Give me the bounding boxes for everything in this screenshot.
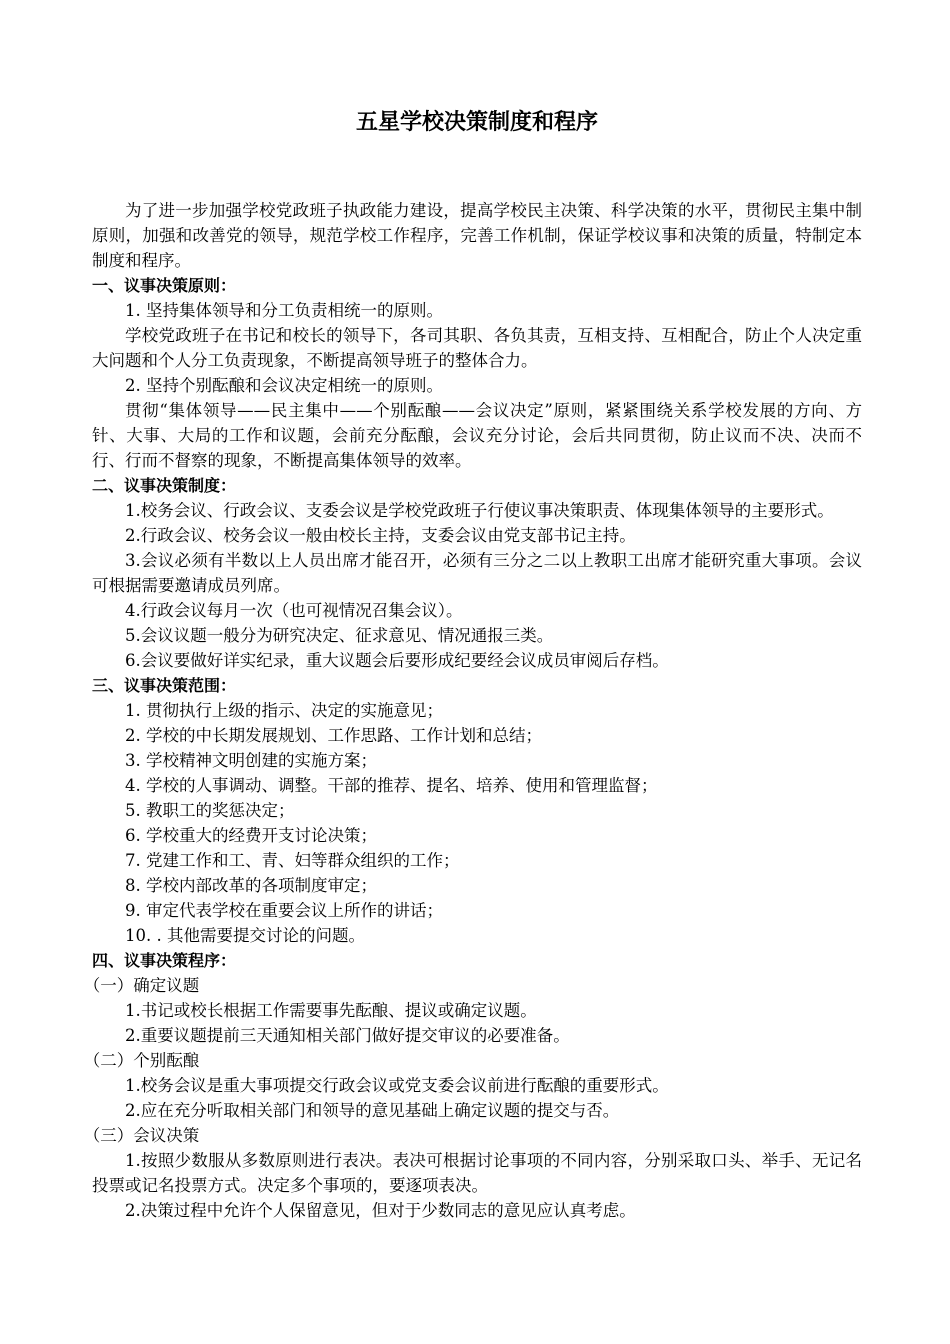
scope-item: 5. 教职工的奖惩决定； <box>125 801 295 820</box>
document-title: 五星学校决策制度和程序 <box>355 110 598 135</box>
scope-item: 8. 学校内部改革的各项制度审定； <box>125 876 377 895</box>
principle-2: 2. 坚持个别酝酿和会议决定相统一的原则。 <box>125 376 443 395</box>
scope-item: 9. 审定代表学校在重要会议上所作的讲话； <box>125 901 443 920</box>
scope-item: 1. 贯彻执行上级的指示、决定的实施意见； <box>125 701 443 720</box>
procedure-item: 2.应在充分听取相关部门和领导的意见基础上确定议题的提交与否。 <box>125 1101 620 1120</box>
rule-item: 4.行政会议每月一次（也可视情况召集会议）。 <box>125 601 463 620</box>
section-2-heading: 二、议事决策制度： <box>92 476 237 495</box>
procedure-item: 1.校务会议是重大事项提交行政会议或党支委会议前进行酝酿的重要形式。 <box>125 1076 669 1095</box>
scope-item: 4. 学校的人事调动、调整。干部的推荐、提名、培养、使用和管理监督； <box>125 776 658 795</box>
rule-item: 1.校务会议、行政会议、支委会议是学校党政班子行使议事决策职责、体现集体领导的主要形式。 <box>125 501 834 520</box>
principle-1: 1. 坚持集体领导和分工负责相统一的原则。 <box>125 301 443 320</box>
procedure-item: 2.重要议题提前三天通知相关部门做好提交审议的必要准备。 <box>125 1026 570 1045</box>
rule-item: 6.会议要做好详实纪录，重大议题会后要形成纪要经会议成员审阅后存档。 <box>125 651 669 670</box>
scope-item: 7. 党建工作和工、青、妇等群众组织的工作； <box>125 851 460 870</box>
procedure-sub-3-label: （三）会议决策 <box>83 1126 200 1145</box>
scope-item: 10. . 其他需要提交讨论的问题。 <box>125 926 365 945</box>
procedure-sub-2-label: （二）个别酝酿 <box>83 1051 200 1070</box>
procedure-item: 1.书记或校长根据工作需要事先酝酿、提议或确定议题。 <box>125 1001 537 1020</box>
section-1-heading: 一、议事决策原则： <box>92 276 237 295</box>
principle-1-text: 学校党政班子在书记和校长的领导下，各司其职、各负其责，互相支持、互相配合，防止个人决定重大问题和个人分工负责现象，不断提高领导班子的整体合力。 <box>92 326 862 370</box>
procedure-item: 2.决策过程中允许个人保留意见，但对于少数同志的意见应认真考虑。 <box>125 1201 636 1220</box>
section-3-heading: 三、议事决策范围： <box>92 676 237 695</box>
scope-item: 3. 学校精神文明创建的实施方案； <box>125 751 377 770</box>
rule-item: 5.会议议题一般分为研究决定、征求意见、情况通报三类。 <box>125 626 554 645</box>
rule-item: 2.行政会议、校务会议一般由校长主持，支委会议由党支部书记主持。 <box>125 526 636 545</box>
principle-2-text: 贯彻“集体领导——民主集中——个别酝酿——会议决定”原则，紧紧围绕关系学校发展的方向、方针、大事、大局的工作和议题，会前充分酝酿，会议充分讨论，会后共同贯彻，防止议而不决、决而不行、行而不督察的现象，不断提高集体领导的效率。 <box>92 401 862 470</box>
section-4-heading: 四、议事决策程序： <box>92 951 237 970</box>
rule-item: 3.会议必须有半数以上人员出席才能召开，必须有三分之二以上教职工出席才能研究重大事项。会议可根据需要邀请成员列席。 <box>92 551 862 595</box>
document-body <box>83 198 862 1223</box>
intro-paragraph: 为了进一步加强学校党政班子执政能力建设，提高学校民主决策、科学决策的水平，贯彻民主集中制原则，加强和改善党的领导，规范学校工作程序，完善工作机制，保证学校议事和决策的质量，特制定本制度和程序。 <box>92 201 862 270</box>
scope-item: 6. 学校重大的经费开支讨论决策； <box>125 826 377 845</box>
procedure-sub-1-label: （一）确定议题 <box>83 976 200 995</box>
procedure-item: 1.按照少数服从多数原则进行表决。表决可根据讨论事项的不同内容，分别采取口头、举手、无记名投票或记名投票方式。决定多个事项的，要逐项表决。 <box>92 1151 862 1195</box>
scope-item: 2. 学校的中长期发展规划、工作思路、工作计划和总结； <box>125 726 542 745</box>
